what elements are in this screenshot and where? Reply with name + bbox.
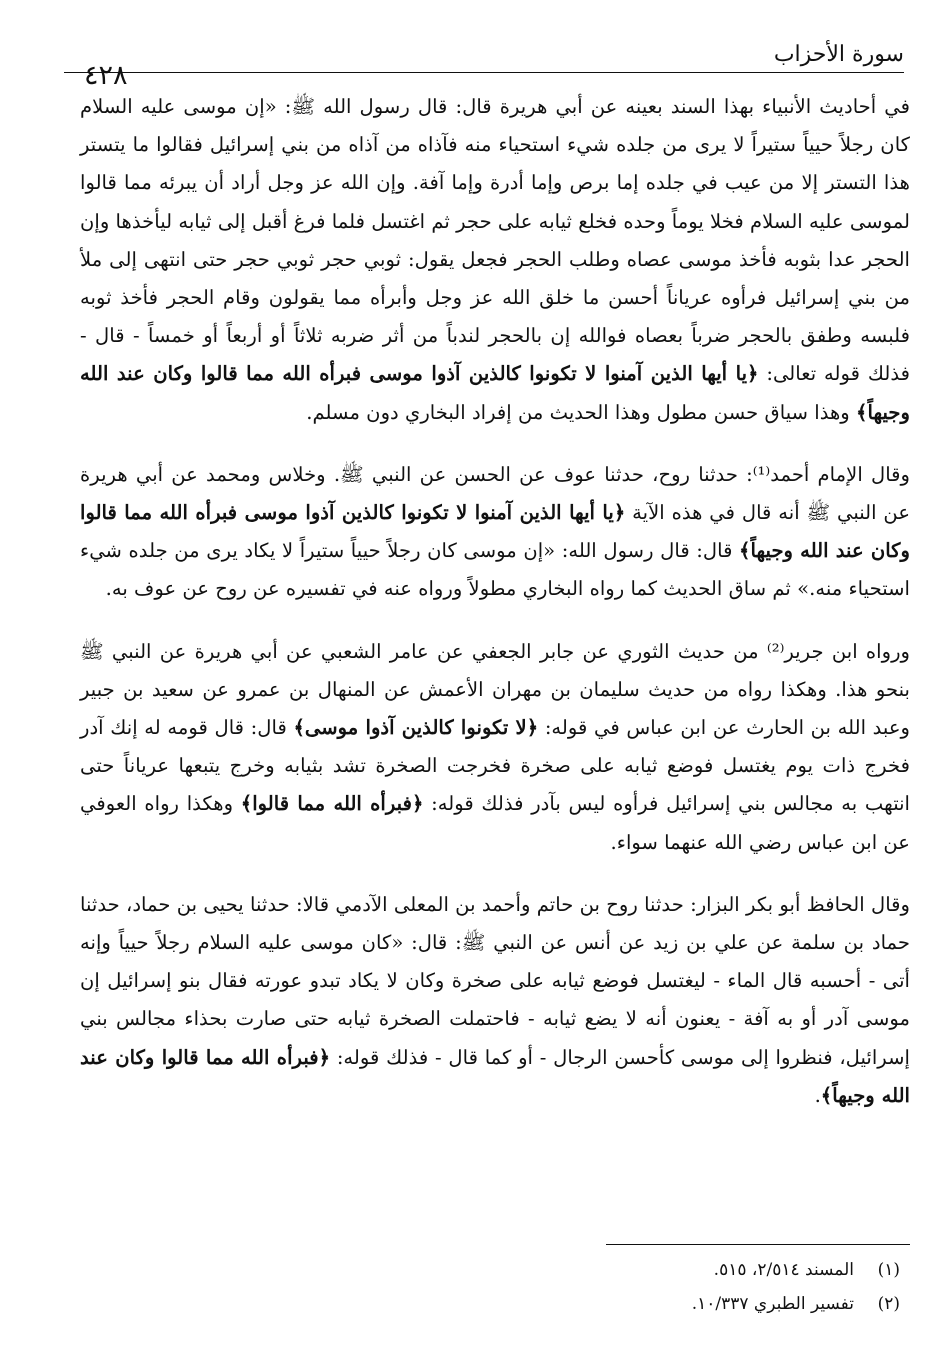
quran-verse: ﴿يا أيها الذين آمنوا لا تكونوا كالذين آذوا موسى فبرأه الله مما قالوا وكان عند الله وجيهاً﴾ — [80, 501, 910, 563]
footnote — [692, 1292, 900, 1316]
quran-verse: ﴿فبرأه الله مما قالوا وكان عند الله وجيهاً﴾ — [80, 1045, 910, 1107]
paragraph-text: ورواه ابن جرير⁽²⁾ من حديث الثوري عن جابر الجعفي عن عامر الشعبي عن أبي هريرة عن النبي ﷺ بنحو هذا. وهكذا رواه من حديث سليمان بن مهران الأعمش عن المنهال بن عمرو عن سعيد بن جبير وعبد الله بن الحارث عن ابن عباس في قوله: — [80, 639, 910, 740]
paragraph — [80, 886, 910, 1115]
quran-verse: ﴿فبرأه الله مما قالوا﴾ — [240, 792, 424, 816]
running-header — [64, 28, 904, 74]
main-text — [80, 88, 910, 1218]
footnote — [714, 1258, 900, 1282]
paragraph — [80, 633, 910, 862]
quran-verse: ﴿يا أيها الذين آمنوا لا تكونوا كالذين آذوا موسى فبرأه الله مما قالوا وكان عند الله وجيهاً﴾ — [80, 362, 910, 424]
paragraph-text: وهذا سياق حسن مطول وهذا الحديث من إفراد البخاري دون مسلم. — [306, 400, 850, 424]
footnote-divider — [606, 1244, 910, 1245]
footnote-text: المسند ٢/٥١٤، ٥١٥. — [713, 1260, 854, 1280]
footnote-number: (٢) — [877, 1294, 900, 1314]
footnote-text: تفسير الطبري ١٠/٣٣٧. — [691, 1294, 854, 1314]
paragraph-text: في أحاديث الأنبياء بهذا السند بعينه عن أبي هريرة قال: قال رسول الله ﷺ: «إن موسى عليه السلام كان رجلاً حيياً ستيراً لا يرى من جلده شيء استحياء منه فآذاه من آذاه من بني إسرائيل فقالوا ما يتستر هذا التستر إلا من عيب في جلده إما برص وإما أدرة وإما آفة. وإن الله عز وجل أراد أن يبرئه مما قالوا لموسى عليه السلام فخلا يوماً وحده فخلع ثيابه على حجر ثم اغتسل فلما فرغ أقبل إلى ثيابه ليأخذها وإن الحجر عدا بثوبه فأخذ موسى عصاه وطلب الحجر فجعل يقول: ثوبي حجر ثوبي حجر حتى انتهى إلى ملأ من بني إسرائيل فرأوه عرياناً أحسن ما خلق الله عز وجل وأبرأه مما يقولون وقام الحجر فأخذ ثوبه فلبسه وطفق بالحجر ضرباً بعصاه فوالله إن بالحجر لندباً من أثر ضربه ثلاثاً أو أربعاً أو خمساً - قال - فذلك قوله تعالى: — [80, 95, 910, 386]
paragraph — [80, 456, 910, 609]
paragraph — [80, 88, 910, 432]
header-divider — [64, 72, 904, 73]
paragraph-text: وهكذا رواه العوفي عن ابن عباس رضي الله عنهما سواء. — [80, 792, 910, 854]
page-number: ٤٢٨ — [84, 60, 128, 91]
paragraph-text: . — [814, 1083, 821, 1107]
paragraph-text: وقال الحافظ أبو بكر البزار: حدثنا روح بن حاتم وأحمد بن المعلى الآدمي قالا: حدثنا يحيى بن حماد، حدثنا حماد بن سلمة عن علي بن زيد عن أنس عن النبي ﷺ: قال: «كان موسى عليه السلام رجلاً حيياً وإنه أتى - أحسبه قال الماء - ليغتسل فوضع ثيابه على صخرة وكان لا يكاد تبدو عورته فقال بنو إسرائيل إن موسى آدر أو به آفة - يعنون أنه لا يضع ثيابه - فاحتملت الصخرة ثيابه حتى صارت بحذاء مجالس بني إسرائيل، فنظروا إلى موسى كأحسن الرجال - أو كما قال - فذلك قوله: — [80, 892, 910, 1069]
quran-verse: ﴿لا تكونوا كالذين آذوا موسى﴾ — [293, 716, 539, 740]
paragraph-text: قال: قال رسول الله: «إن موسى كان رجلاً حيياً ستيراً لا يكاد يرى من جلده شيء استحياء منه.» ثم ساق الحديث كما رواه البخاري مطولاً ورواه عنه في تفسيره عن روح عن عوف به. — [80, 539, 910, 601]
surah-title: سورة الأحزاب — [773, 42, 904, 67]
paragraph-text: وقال الإمام أحمد⁽¹⁾: حدثنا روح، حدثنا عوف عن الحسن عن النبي ﷺ. وخلاس ومحمد عن أبي هريرة عن النبي ﷺ أنه قال في هذه الآية — [80, 462, 911, 525]
footnote-number: (١) — [877, 1260, 900, 1280]
paragraph-text: قال: قال قومه له إنك آدر فخرج ذات يوم يغتسل فوضع ثيابه على صخرة فخرجت الصخرة تشد بثيابه وخرج يتبعها عرياناً حتى انتهب به مجالس بني إسرائيل فرأوه ليس بآدر فذلك قوله: — [80, 716, 911, 816]
